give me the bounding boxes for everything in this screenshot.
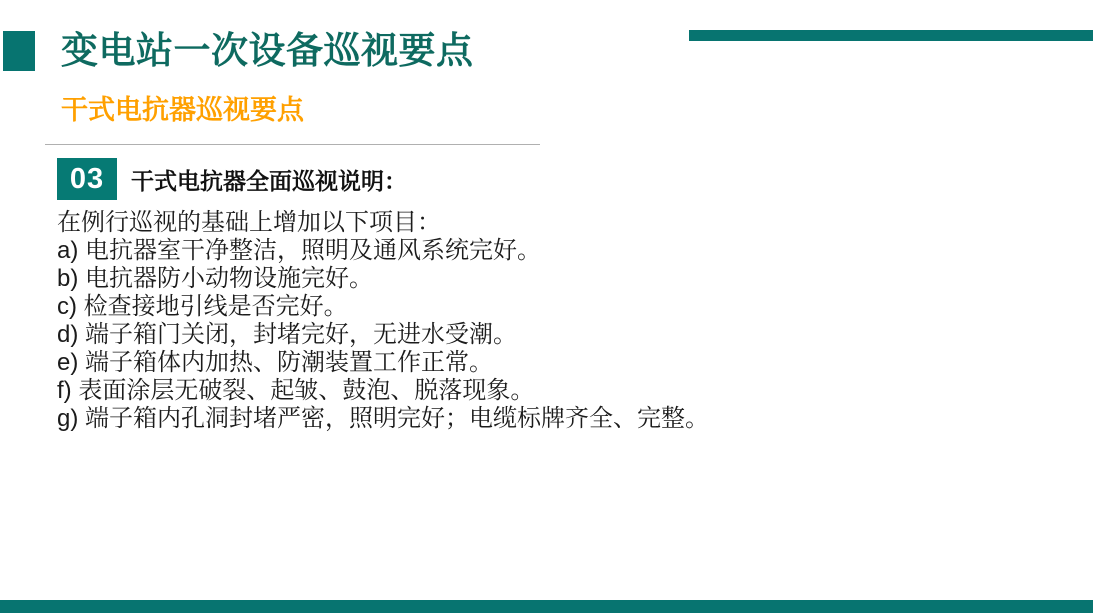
header-accent-square bbox=[3, 31, 35, 71]
body-line-g: g) 端子箱内孔洞封堵严密，照明完好；电缆标牌齐全、完整。 bbox=[57, 405, 710, 432]
body-text bbox=[57, 209, 709, 433]
section-header bbox=[57, 158, 407, 200]
body-line-e: e) 端子箱体内加热、防潮装置工作正常。 bbox=[57, 349, 494, 376]
body-line-b: b) 电抗器防小动物设施完好。 bbox=[57, 265, 374, 292]
body-line-a: a) 电抗器室干净整洁，照明及通风系统完好。 bbox=[57, 237, 542, 264]
body-line-intro: 在例行巡视的基础上增加以下项目： bbox=[57, 209, 441, 236]
header-right-bar bbox=[689, 30, 1093, 41]
body-line-d: d) 端子箱门关闭，封堵完好，无进水受潮。 bbox=[57, 321, 518, 348]
page-title: 变电站一次设备巡视要点 bbox=[61, 30, 474, 71]
subtitle-divider bbox=[45, 144, 540, 145]
section-number-badge: 03 bbox=[57, 158, 117, 200]
body-line-c: c) 检查接地引线是否完好。 bbox=[57, 293, 348, 320]
body-line-f: f) 表面涂层无破裂、起皱、鼓泡、脱落现象。 bbox=[57, 377, 535, 404]
subtitle: 干式电抗器巡视要点 bbox=[61, 95, 304, 125]
section-label: 干式电抗器全面巡视说明： bbox=[131, 167, 407, 194]
footer-bar bbox=[0, 600, 1093, 613]
